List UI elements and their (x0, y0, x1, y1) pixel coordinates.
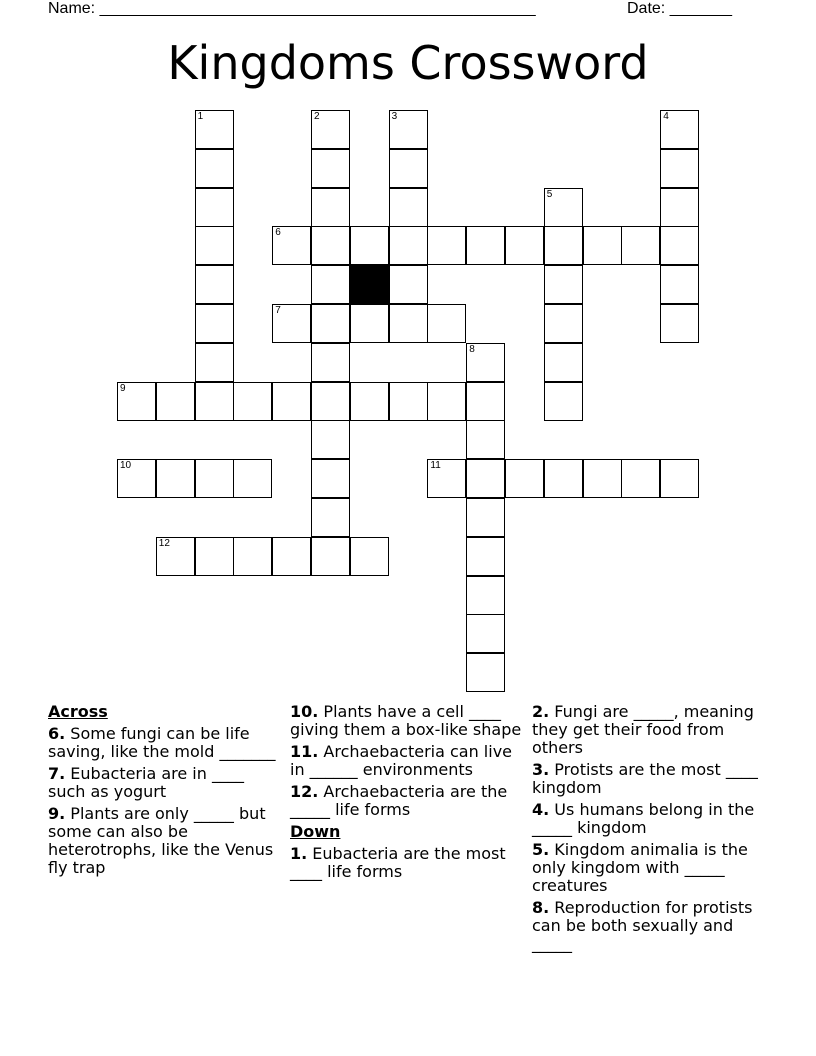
grid-cell[interactable] (466, 343, 505, 382)
across-clue-11: 11. Archaebacteria can live in ______ environments (290, 742, 513, 779)
grid-cell[interactable] (311, 149, 350, 188)
grid-cell[interactable] (156, 537, 195, 576)
grid-cell[interactable] (311, 382, 350, 421)
grid-cell[interactable] (544, 382, 583, 421)
grid-cell[interactable] (311, 110, 350, 149)
grid-cell[interactable] (660, 149, 699, 188)
grid-cell[interactable] (156, 459, 195, 498)
grid-cell[interactable] (272, 226, 311, 265)
clue-number: 3 (391, 111, 398, 122)
grid-cell[interactable] (544, 343, 583, 382)
grid-cell[interactable] (233, 382, 272, 421)
grid-cell[interactable] (389, 188, 428, 227)
down-clue-3: 3. Protists are the most ____ kingdom (532, 760, 758, 797)
down-clue-5: 5. Kingdom animalia is the only kingdom with _____ creatures (532, 840, 748, 895)
name-label: Name: (48, 0, 100, 17)
down-heading: Down (290, 822, 341, 841)
across-clue-7: 7. Eubacteria are in ____ such as yogurt (48, 764, 244, 801)
grid-cell[interactable] (195, 304, 234, 343)
grid-cell[interactable] (311, 265, 350, 304)
grid-cell[interactable] (544, 226, 583, 265)
grid-cell[interactable] (660, 226, 699, 265)
grid-cell[interactable] (311, 537, 350, 576)
down-clue-4: 4. Us humans belong in the _____ kingdom (532, 800, 755, 837)
grid-cell[interactable] (427, 304, 466, 343)
grid-cell[interactable] (311, 420, 350, 459)
page-title: Kingdoms Crossword (167, 36, 649, 90)
clue-number: 12 (158, 537, 170, 549)
grid-cell[interactable] (505, 459, 544, 498)
grid-cell[interactable] (544, 265, 583, 304)
grid-cell[interactable] (195, 110, 234, 149)
date-label: Date: (627, 0, 670, 17)
grid-cell[interactable] (544, 459, 583, 498)
grid-cell[interactable] (660, 110, 699, 149)
grid-cell[interactable] (156, 382, 195, 421)
clue-number: 8 (469, 343, 475, 355)
grid-cell[interactable] (117, 382, 156, 421)
down-clue-1: 1. Eubacteria are the most ____ life forms (290, 844, 506, 881)
across-heading: Across (48, 702, 108, 721)
grid-cell[interactable] (195, 188, 234, 227)
clue-number: 5 (546, 188, 553, 200)
across-clue-10: 10. Plants have a cell ____ giving them a box-like shape (290, 702, 522, 739)
down-clue-8: 8. Reproduction for protists can be both sexually and _____ (532, 898, 753, 953)
grid-cell[interactable] (233, 537, 272, 576)
clue-number: 7 (275, 305, 281, 316)
grid-cell[interactable] (311, 226, 350, 265)
name-blank: _________________________________________________ (99, 0, 536, 17)
grid-cell[interactable] (272, 304, 311, 343)
grid-cell[interactable] (466, 226, 505, 265)
clue-number: 6 (275, 227, 281, 239)
grid-cell[interactable] (466, 459, 505, 498)
grid-cell[interactable] (389, 304, 428, 343)
clue-number: 10 (120, 460, 132, 472)
grid-cell[interactable] (272, 537, 311, 576)
grid-cell[interactable] (660, 459, 699, 498)
grid-cell[interactable] (195, 343, 234, 382)
across-clue-9: 9. Plants are only _____ but some can also be heterotrophs, like the Venus fly trap (48, 804, 274, 877)
grid-cell[interactable] (505, 226, 544, 265)
grid-cell[interactable] (195, 459, 234, 498)
grid-cell[interactable] (389, 226, 428, 265)
clue-column-2 (290, 703, 528, 885)
grid-cell[interactable] (466, 614, 505, 653)
grid-cell[interactable] (389, 110, 428, 149)
grid-cell[interactable] (311, 304, 350, 343)
clue-number: 9 (120, 382, 126, 394)
grid-cell[interactable] (350, 537, 389, 576)
across-clue-6: 6. Some fungi can be life saving, like the mold _______ (48, 724, 276, 761)
grid-cell[interactable] (195, 537, 234, 576)
grid-cell[interactable] (311, 188, 350, 227)
clue-column-1 (48, 703, 286, 881)
grid-cell[interactable] (621, 459, 660, 498)
grid-cell[interactable] (583, 459, 622, 498)
grid-cell[interactable] (427, 459, 466, 498)
grid-cell[interactable] (466, 382, 505, 421)
clue-number: 2 (314, 111, 320, 122)
grid-cell[interactable] (117, 459, 156, 498)
clue-number: 11 (430, 460, 441, 472)
grid-cell[interactable] (466, 653, 505, 692)
grid-cell[interactable] (389, 265, 428, 304)
across-clue-12: 12. Archaebacteria are the _____ life forms (290, 782, 508, 819)
grid-cell[interactable] (195, 149, 234, 188)
grid-cell[interactable] (350, 226, 389, 265)
grid-cell[interactable] (389, 382, 428, 421)
grid-cell[interactable] (350, 382, 389, 421)
grid-cell[interactable] (427, 226, 466, 265)
grid-cell[interactable] (544, 304, 583, 343)
clue-number: 4 (663, 111, 669, 122)
grid-cell[interactable] (311, 498, 350, 537)
clue-column-3 (532, 703, 770, 957)
grid-cell[interactable] (195, 226, 234, 265)
grid-cell[interactable] (233, 459, 272, 498)
date-blank: _______ (669, 0, 732, 17)
grid-cell[interactable] (583, 226, 622, 265)
grid-cell[interactable] (466, 537, 505, 576)
grid-cell[interactable] (466, 498, 505, 537)
grid-cell[interactable] (195, 265, 234, 304)
grid-cell[interactable] (466, 576, 505, 615)
grid-cell[interactable] (544, 188, 583, 227)
clue-number: 1 (197, 111, 204, 122)
grid-cell[interactable] (350, 304, 389, 343)
down-clue-2: 2. Fungi are _____, meaning they get their food from others (532, 702, 754, 757)
grid-cell[interactable] (195, 382, 234, 421)
grid-cell[interactable] (466, 420, 505, 459)
black-cell (350, 265, 389, 304)
grid-cell[interactable] (621, 226, 660, 265)
grid-cell[interactable] (427, 382, 466, 421)
grid-cell[interactable] (389, 149, 428, 188)
grid-cell[interactable] (272, 382, 311, 421)
grid-cell[interactable] (660, 188, 699, 227)
grid-cell[interactable] (660, 304, 699, 343)
grid-cell[interactable] (311, 343, 350, 382)
grid-cell[interactable] (311, 459, 350, 498)
grid-cell[interactable] (660, 265, 699, 304)
